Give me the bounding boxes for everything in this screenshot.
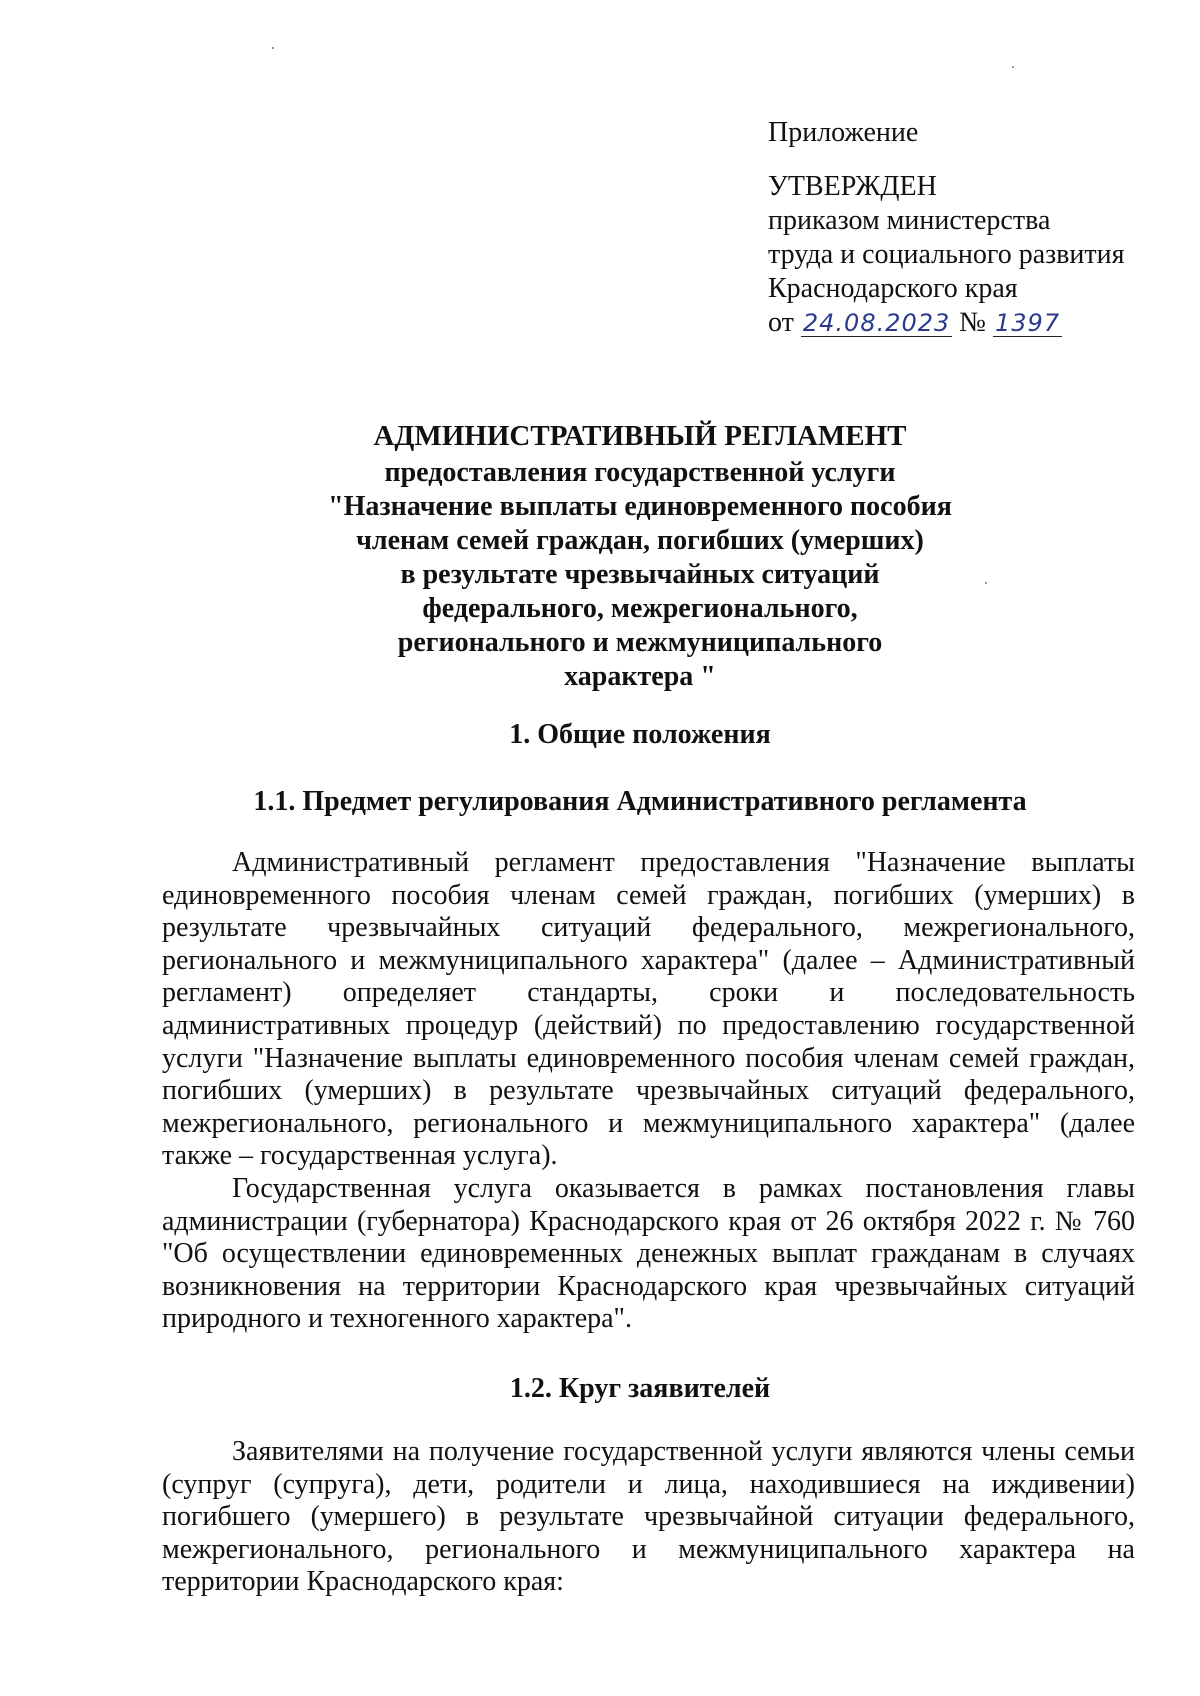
section-1-heading: 1. Общие положения xyxy=(509,719,771,750)
handwritten-number: 1397 xyxy=(995,309,1061,337)
regulation-title xyxy=(140,418,1140,694)
approval-line-1: приказом министерства xyxy=(768,205,1051,236)
date-prefix: от xyxy=(768,307,794,338)
number-prefix: № xyxy=(959,307,987,338)
approval-date-line xyxy=(768,306,1168,340)
scan-speck xyxy=(1012,66,1014,68)
title-line: в результате чрезвычайных ситуаций xyxy=(400,559,880,590)
title-line: федерального, межрегионального, xyxy=(422,593,858,624)
paragraph: Административный регламент предоставления "Назначение выплаты единовременного пособия членам семей граждан, погибших (умерших) в результате чрезвычайных ситуаций федерального, межрегионального, регионального и межмуниципального характера" (далее – Административный регламент) определяет стандарты, сроки и последовательность административных процедур (действий) по предоставлению государственной услуги "Назначение выплаты единовременного пособия членам семей граждан, погибших (умерших) в результате чрезвычайных ситуаций федерального, межрегионального, регионального и межмуниципального характера" (далее также – государственная услуга). xyxy=(162,847,1135,1172)
approval-block xyxy=(768,116,1168,340)
title-main: АДМИНИСТРАТИВНЫЙ РЕГЛАМЕНТ xyxy=(373,420,907,452)
section-1-2-heading: 1.2. Круг заявителей xyxy=(509,1373,771,1404)
paragraph: Заявителями на получение государственной услуги являются члены семьи (супруг (супруга), дети, родители и лица, находившиеся на иждивении) погибшего (умершего) в результате чрезвычайной ситуации федерального, межрегионального, регионального и межмуниципального характера на территории Краснодарского края: xyxy=(162,1436,1135,1598)
title-line: "Назначение выплаты единовременного пособия xyxy=(328,491,952,522)
scan-speck xyxy=(272,47,274,49)
approved-label: УТВЕРЖДЕН xyxy=(768,171,937,202)
title-line: предоставления государственной услуги xyxy=(384,457,896,488)
appendix-label: Приложение xyxy=(768,117,919,148)
section-1-1-body xyxy=(162,847,1135,1336)
approval-line-2: труда и социального развития xyxy=(768,239,1125,270)
handwritten-date: 24.08.2023 xyxy=(802,309,951,337)
approval-line-3: Краснодарского края xyxy=(768,273,1018,304)
section-1-2-body xyxy=(162,1436,1135,1599)
title-line: характера " xyxy=(564,661,716,692)
title-line: регионального и межмуниципального xyxy=(397,627,883,658)
paragraph: Государственная услуга оказывается в рамках постановления главы администрации (губернатора) Краснодарского края от 26 октября 2022 г. № 760 "Об осуществлении единовременных денежных выплат гражданам в случаях возникновения на территории Краснодарского края чрезвычайных ситуаций природного и техногенного характера". xyxy=(162,1172,1135,1335)
title-line: членам семей граждан, погибших (умерших) xyxy=(356,525,924,556)
section-1-1-heading: 1.1. Предмет регулирования Административного регламента xyxy=(253,786,1027,817)
